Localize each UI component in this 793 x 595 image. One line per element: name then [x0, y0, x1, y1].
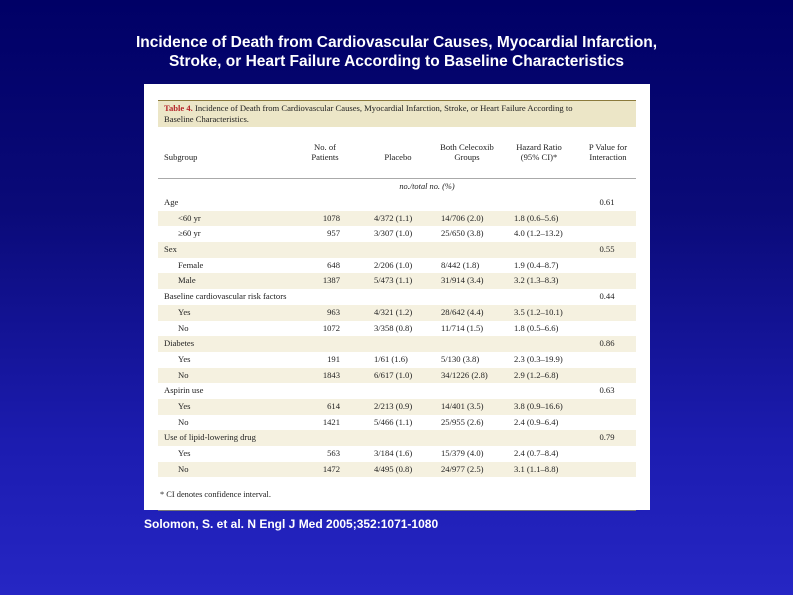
table-row: [158, 415, 636, 431]
table-row: [158, 273, 636, 289]
cell-placebo: 4/495 (0.8): [374, 463, 413, 474]
cell-p-value: 0.55: [599, 244, 615, 255]
table-row: [158, 211, 636, 227]
cell-subgroup: Age: [164, 197, 179, 207]
cell-patients: 1072: [322, 322, 340, 333]
cell-subgroup: No: [178, 369, 189, 380]
header-patients-line1: No. of: [314, 142, 336, 152]
cell-patients: 1387: [322, 275, 340, 286]
header-celecoxib-line2: Groups: [454, 152, 480, 162]
cell-hazard-ratio: 1.9 (0.4–8.7): [514, 259, 559, 270]
table-footnote: * CI denotes confidence interval.: [160, 490, 271, 499]
cell-hazard-ratio: 2.9 (1.2–6.8): [514, 369, 559, 380]
cell-subgroup: Use of lipid-lowering drug: [164, 432, 256, 443]
cell-subgroup: Sex: [164, 244, 177, 255]
slide-title: [0, 34, 793, 71]
table-row: [158, 195, 636, 211]
cell-subgroup: No: [178, 322, 189, 333]
header-patients: [304, 142, 346, 162]
cell-patients: 1421: [322, 416, 340, 427]
cell-patients: 1843: [322, 369, 340, 380]
cell-subgroup: Yes: [178, 353, 191, 364]
table-bottom-rule: [158, 510, 636, 511]
table-row: [158, 430, 636, 446]
header-patients-line2: Patients: [311, 152, 339, 162]
cell-subgroup: Female: [178, 259, 204, 270]
cell-placebo: 3/184 (1.6): [374, 448, 413, 458]
cell-celecoxib: 28/642 (4.4): [441, 306, 484, 317]
cell-hazard-ratio: 2.3 (0.3–19.9): [514, 353, 563, 364]
header-p-line1: P Value for: [588, 142, 628, 152]
cell-subgroup: Baseline cardiovascular risk factors: [164, 291, 287, 302]
results-table: [158, 100, 636, 499]
cell-placebo: 2/206 (1.0): [374, 259, 413, 270]
header-hr-line1: Hazard Ratio: [516, 142, 562, 152]
table-header: [158, 128, 636, 179]
table-row: [158, 383, 636, 399]
table-row: [158, 399, 636, 415]
cell-subgroup: No: [178, 463, 189, 474]
cell-p-value: 0.61: [599, 197, 615, 207]
cell-hazard-ratio: 3.1 (1.1–8.8): [514, 463, 559, 474]
cell-celecoxib: 25/650 (3.8): [441, 228, 484, 239]
cell-celecoxib: 25/955 (2.6): [441, 416, 484, 427]
cell-celecoxib: 34/1226 (2.8): [441, 369, 488, 380]
table-row: [158, 368, 636, 384]
table-row: [158, 305, 636, 321]
unit-row: no./total no. (%): [399, 182, 455, 191]
cell-patients: 1078: [322, 212, 340, 223]
table-row: [158, 258, 636, 274]
cell-celecoxib: 8/442 (1.8): [441, 259, 480, 270]
cell-patients: 648: [327, 259, 340, 270]
cell-placebo: 5/473 (1.1): [374, 275, 413, 286]
header-p-value: [582, 142, 634, 162]
cell-celecoxib: 11/714 (1.5): [441, 322, 484, 333]
cell-patients: 563: [327, 448, 340, 458]
cell-placebo: 6/617 (1.0): [374, 369, 413, 380]
cell-p-value: 0.44: [599, 291, 615, 302]
cell-hazard-ratio: 4.0 (1.2–13.2): [514, 228, 563, 239]
cell-celecoxib: 15/379 (4.0): [441, 448, 484, 458]
table-row: [158, 321, 636, 337]
cell-placebo: 3/358 (0.8): [374, 322, 413, 333]
table-body: [158, 195, 636, 477]
cell-hazard-ratio: 1.8 (0.5–6.6): [514, 322, 559, 333]
table-caption-line1: Incidence of Death from Cardiovascular Causes, Myocardial Infarction, Stroke, or Heart Failure According to: [194, 103, 573, 113]
citation: Solomon, S. et al. N Engl J Med 2005;352:1071-1080: [144, 517, 439, 531]
cell-patients: 191: [327, 353, 340, 364]
cell-hazard-ratio: 2.4 (0.7–8.4): [514, 448, 559, 458]
cell-celecoxib: 24/977 (2.5): [441, 463, 484, 474]
cell-patients: 963: [327, 306, 340, 317]
header-celecoxib-line1: Both Celecoxib: [440, 142, 494, 152]
cell-subgroup: Yes: [178, 400, 191, 411]
header-subgroup: Subgroup: [164, 152, 198, 162]
cell-hazard-ratio: 1.8 (0.6–5.6): [514, 212, 559, 223]
slide-title-line1: Incidence of Death from Cardiovascular Causes, Myocardial Infarction,: [135, 34, 658, 51]
header-hr-line2: (95% CI)*: [520, 152, 558, 162]
table-row: [158, 242, 636, 258]
cell-subgroup: Yes: [178, 306, 191, 317]
cell-placebo: 3/307 (1.0): [374, 228, 413, 239]
cell-celecoxib: 31/914 (3.4): [441, 275, 484, 286]
cell-celecoxib: 5/130 (3.8): [441, 353, 480, 364]
table-row: [158, 226, 636, 242]
header-p-line2: Interaction: [589, 152, 627, 162]
cell-subgroup: Diabetes: [164, 338, 195, 349]
cell-patients: 1472: [322, 463, 340, 474]
table-row: [158, 336, 636, 352]
table-image-panel: [144, 84, 650, 510]
cell-hazard-ratio: 2.4 (0.9–6.4): [514, 416, 559, 427]
cell-celecoxib: 14/706 (2.0): [441, 212, 484, 223]
cell-p-value: 0.79: [599, 432, 615, 443]
cell-placebo: 1/61 (1.6): [374, 353, 408, 364]
cell-patients: 957: [327, 228, 340, 239]
table-caption: [158, 100, 636, 127]
table-caption-line2: Baseline Characteristics.: [164, 114, 249, 124]
cell-placebo: 4/321 (1.2): [374, 306, 413, 317]
cell-hazard-ratio: 3.8 (0.9–16.6): [514, 400, 563, 411]
cell-patients: 614: [327, 400, 340, 411]
cell-p-value: 0.63: [599, 385, 615, 396]
cell-placebo: 2/213 (0.9): [374, 400, 413, 411]
header-placebo: Placebo: [384, 152, 412, 162]
header-celecoxib: [428, 142, 506, 162]
slide-title-line2: Stroke, or Heart Failure According to Baseline Characteristics: [168, 52, 625, 70]
cell-hazard-ratio: 3.2 (1.3–8.3): [514, 275, 559, 286]
table-row: [158, 352, 636, 368]
cell-hazard-ratio: 3.5 (1.2–10.1): [514, 306, 563, 317]
table-row: [158, 462, 636, 478]
cell-subgroup: ≥60 yr: [178, 228, 201, 239]
table-row: [158, 446, 636, 462]
cell-placebo: 4/372 (1.1): [374, 212, 413, 223]
cell-placebo: 5/466 (1.1): [374, 416, 413, 427]
header-hazard-ratio: [508, 142, 570, 162]
cell-subgroup: No: [178, 416, 189, 427]
cell-subgroup: <60 yr: [178, 212, 201, 223]
cell-subgroup: Male: [178, 275, 196, 286]
table-row: [158, 289, 636, 305]
table-label: Table 4.: [164, 103, 193, 113]
cell-subgroup: Yes: [178, 448, 191, 458]
cell-p-value: 0.86: [599, 338, 615, 349]
cell-subgroup: Aspirin use: [164, 385, 204, 396]
cell-celecoxib: 14/401 (3.5): [441, 400, 484, 411]
